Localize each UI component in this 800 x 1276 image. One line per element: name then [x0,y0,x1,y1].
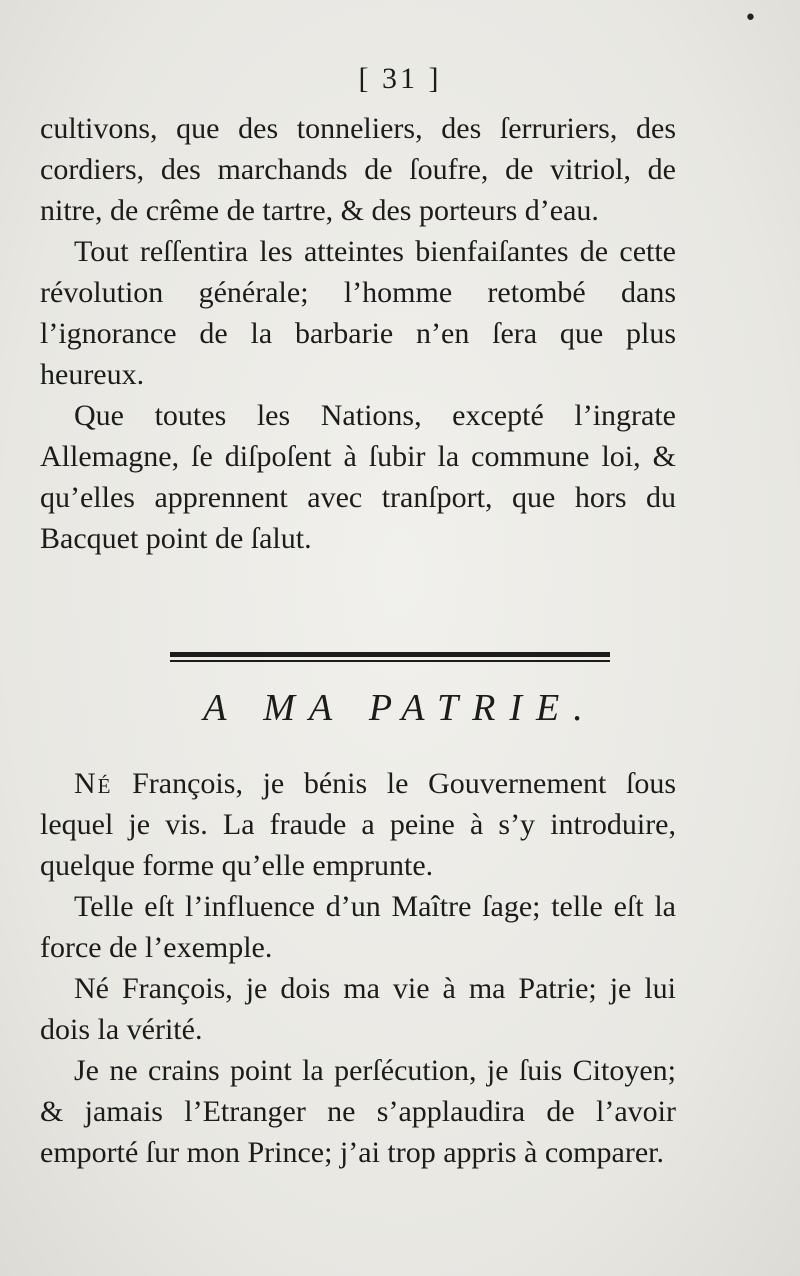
divider-thin-rule [170,660,610,662]
paragraph: Que toutes les Nations, excepté l’ingrate Allemagne, ſe diſpoſent à ſubir la commune loi, & qu’elles apprennent avec tranſport, que hors du Bacquet point de ſalut. [40,399,676,555]
text-block-top [40,108,676,559]
paragraph-lead-word: Né [74,767,113,800]
page-number: [ 31 ] [358,62,442,95]
paragraph: cultivons, que des tonneliers, des ſerruriers, des cordiers, des marchands de ſoufre, de vitriol, de nitre, de crême de tartre, & des porteurs d’eau. [40,112,676,227]
divider-thick-rule [170,652,610,657]
section-heading: A MA PATRIE. [203,687,597,729]
paragraph: Telle eſt l’influence d’un Maître ſage; telle eſt la force de l’exemple. [40,890,676,964]
paragraph [40,763,676,886]
paragraph-text: François, je bénis le Gouvernement ſous lequel je vis. La fraude a peine à s’y introduire, quelque forme qu’elle emprunte. [40,767,676,882]
paragraph: Je ne crains point la perſécution, je ſuis Citoyen; & jamais l’Etranger ne s’applaudira de l’avoir emporté ſur mon Prince; j’ai trop appris à comparer. [40,1054,676,1169]
paragraph: Tout reſſentira les atteintes bienfaiſantes de cette révolution générale; l’homme retombé dans l’ignorance de la barbarie n’en ſera que plus heureux. [40,235,676,391]
paragraph: Né François, je dois ma vie à ma Patrie; je lui dois la vérité. [40,972,676,1046]
ink-spot-icon: • [744,6,757,31]
text-block-bottom [40,763,676,1173]
section-divider [170,652,610,663]
